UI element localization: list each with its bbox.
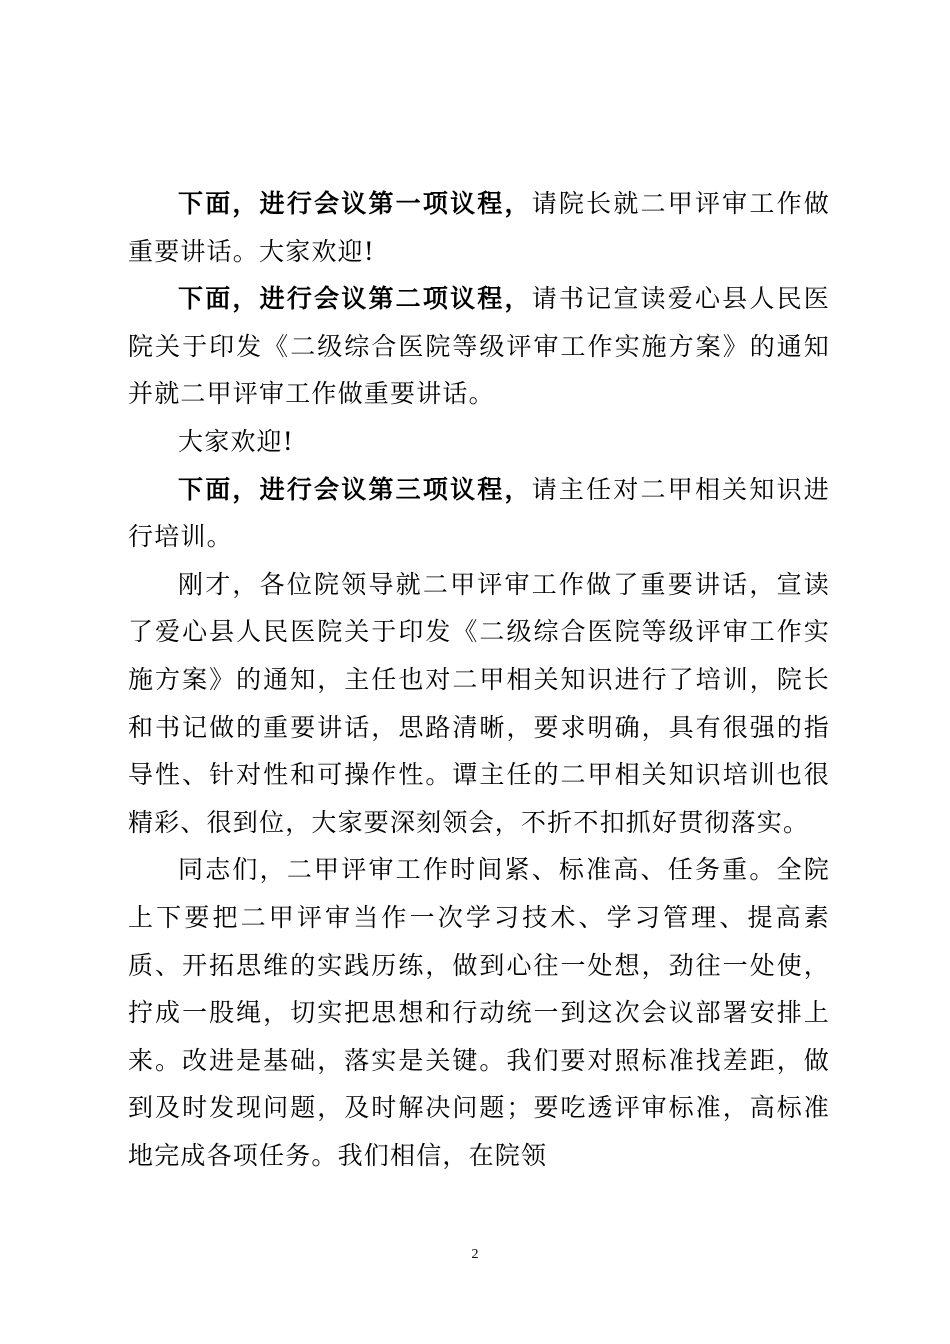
paragraph-agenda-item-2 [128, 275, 830, 418]
paragraph-agenda-item-3 [128, 466, 830, 561]
paragraph-text: 大家欢迎! [178, 426, 295, 456]
paragraph-summary [128, 561, 830, 847]
paragraph-text: 刚才，各位院领导就二甲评审工作做了重要讲话，宣读了爱心县人民医院关于印发《二级综合医院等级评审工作实施方案》的通知，主任也对二甲相关知识进行了培训，院长和书记做的重要讲话，思路清晰，要求明确，具有很强的指导性、针对性和可操作性。谭主任的二甲相关知识培训也很精彩、很到位，大家要深刻领会，不折不扣抓好贯彻落实。 [128, 569, 830, 837]
paragraph-text: 同志们，二甲评审工作时间紧、标准高、任务重。全院上下要把二甲评审当作一次学习技术、学习管理、提高素质、开拓思维的实践历练，做到心往一处想，劲往一处使，拧成一股绳，切实把思想和行动统一到这次会议部署安排上来。改进是基础，落实是关键。我们要对照标准找差距，做到及时发现问题，及时解决问题；要吃透评审标准，高标准地完成各项任务。我们相信，在院领 [128, 855, 830, 1170]
document-body [128, 180, 830, 1179]
paragraph-welcome [128, 418, 830, 466]
paragraph-text: 请院长就二甲评审工作做重要讲话。大家欢迎! [128, 189, 831, 266]
page-number: 2 [471, 1247, 479, 1262]
paragraph-lead: 下面，进行会议第二项议程， [178, 284, 532, 314]
paragraph-text: 请书记宣读爱心县人民医院关于印发《二级综合医院等级评审工作实施方案》的通知并就二甲评审工作做重要讲话。 [128, 284, 831, 409]
paragraph-text: 请主任对二甲相关知识进行培训。 [128, 474, 831, 552]
paragraph-lead: 下面，进行会议第三项议程， [178, 474, 532, 504]
paragraph-agenda-item-1 [128, 180, 830, 275]
paragraph-lead: 下面，进行会议第一项议程， [178, 189, 532, 218]
paragraph-requirements [128, 846, 830, 1179]
